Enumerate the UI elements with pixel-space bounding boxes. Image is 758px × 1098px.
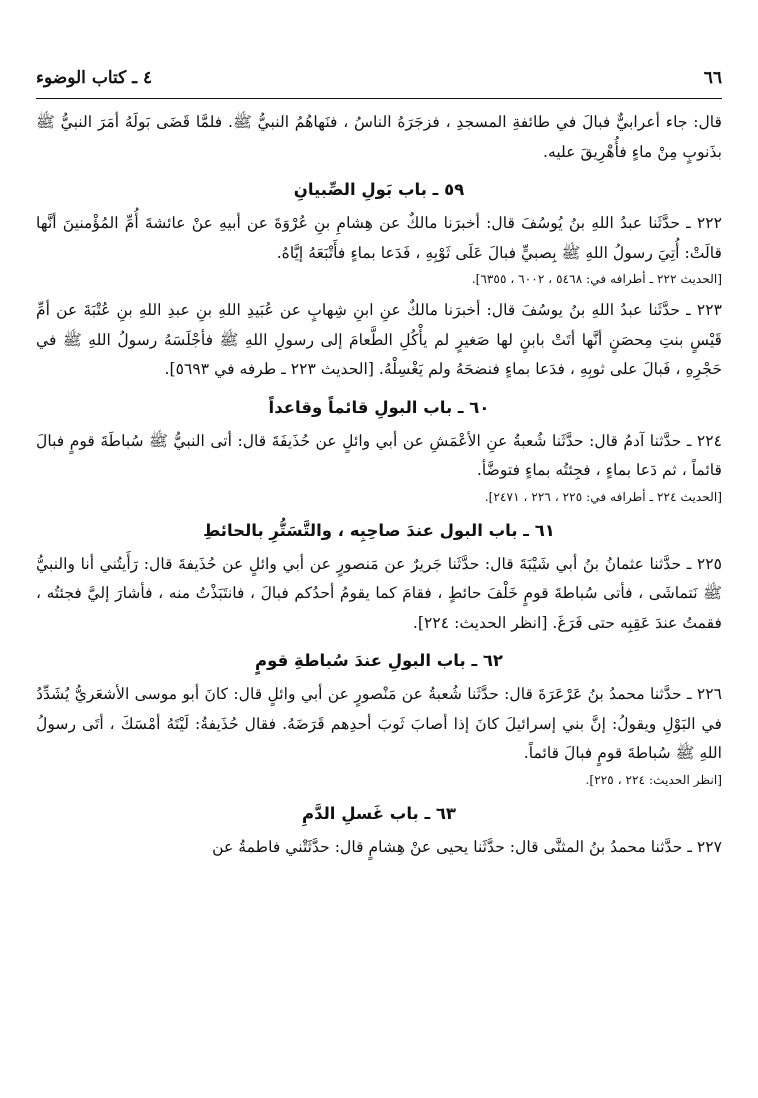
page-number: ٦٦ <box>703 68 722 88</box>
section-heading: ٦١ ـ باب البول عندَ صاحِبِه ، والتَّسَتُّرِ بالحائطِ <box>203 520 555 540</box>
header-divider <box>36 98 722 99</box>
hadith-reference-note: [الحديث ٢٢٢ ـ أطرافه في: ٥٤٦٨ ، ٦٠٠٢ ، ٦٣٥٥]. <box>471 272 722 286</box>
hadith-reference-note: [انظر الحديث: ٢٢٤ ، ٢٢٥]. <box>585 772 722 787</box>
paragraph: قال: جاء أعرابيٌّ فبالَ في طائفةِ المسجدِ ، فزجَرَهُ الناسُ ، فنَهاهُمُ النبيُّ ﷺ. فلمَّا قَضَى بَولَهُ أمَرَ النبيُّ ﷺ بذَنوبٍ مِنْ ماءٍ فأُهْرِيقَ عليه. <box>36 113 722 161</box>
chapter-title: ٤ ـ كتاب الوضوء <box>36 68 153 88</box>
section-heading: ٦٠ ـ باب البولِ قائماً وقاعداً <box>268 397 490 417</box>
section-heading: ٦٢ ـ باب البولِ عندَ سُباطةِ قومٍ <box>255 651 503 670</box>
page-body <box>36 108 722 862</box>
hadith-paragraph: ٢٢٢ ـ حدَّثَنا عبدُ اللهِ بنُ يُوسُفَ قال: أخبرَنا مالكٌ عن هِشامِ بنِ عُرْوَةَ عن أبيهِ عنْ عائشةَ أُمِّ المُؤْمنينَ أنَّها قالَتْ: أُتِيَ رسولُ اللهِ ﷺ بِصبيٍّ فبالَ عَلَى ثَوْبِهِ ، فَدَعا بماءٍ فأَتْبَعَهُ إيَّاهُ. <box>36 214 722 262</box>
hadith-paragraph: ٢٢٥ ـ حدَّثنا عثمانُ بنُ أبي شَيْبَةَ قال: حدَّثَنا جَريرٌ عن مَنصورٍ عن أبي وائلٍ عن حُذَيفةَ قال: رَأَيتُني أنا والنبيُّ ﷺ نَتماشَى ، فأتى سُباطةَ قومٍ خَلْفَ حائطٍ ، فقامَ كما يقومُ أحدُكم فبالَ ، فانتَبَذْتُ منه ، فأشارَ إليَّ فجئتُه ، فقمتُ عندَ عَقِبِه حتى فَرَغَ. [انظر الحديث: ٢٢٤]. <box>36 554 722 632</box>
section-heading: ٥٩ ـ باب بَولِ الصِّبيانِ <box>293 180 465 199</box>
hadith-paragraph: ٢٢٦ ـ حدَّثنا محمدُ بنُ عَرْعَرَةَ قال: حدَّثَنا شُعبةُ عن مَنْصورٍ عن أبي وائلٍ قال: كانَ أبو موسى الأشعَريُّ يُشَدِّدُ في البَوْلِ ويقولُ: إنَّ بني إسرائيلَ كانَ إذا أصابَ ثَوبَ أحدِهم قَرَضَهُ. فقال حُذَيفةُ: لَيْتَهُ أمْسَكَ ، أتَى رسولُ اللهِ ﷺ سُباطةَ قومٍ فبالَ قائماً. <box>36 685 722 762</box>
hadith-paragraph: ٢٢٧ ـ حدَّثنا محمدُ بنُ المثنَّى قال: حدَّثَنا يحيى عنْ هِشامٍ قال: حدَّثَتْني فاطمةُ عن <box>212 837 722 856</box>
hadith-paragraph: ٢٢٣ ـ حدَّثَنا عبدُ اللهِ بنُ يوسُفَ قال: أخبرَنا مالكٌ عنِ ابنِ شِهابٍ عن عُبَيدِ اللهِ بنِ عبدِ اللهِ بنِ عُتْبَةَ عن أمِّ قَيْسٍ بنتِ مِحصَنٍ أنَّها أتَتْ بابنٍ لها صَغيرٍ لم يأْكُلِ الطَّعامَ إلى رسولِ اللهِ ﷺ فأجْلَسَهُ رسولُ اللهِ ﷺ في حَجْرِهِ ، فَبالَ على ثوبِهِ ، فدَعا بماءٍ فنضحَهُ ولم يَغْسِلْهُ. [الحديث ٢٢٣ ـ طرفه في ٥٦٩٣]. <box>36 301 722 378</box>
page-header <box>36 60 722 96</box>
hadith-paragraph: ٢٢٤ ـ حدَّثنا آدمُ قال: حدَّثَنا شُعبةُ عنِ الأعْمَشِ عن أبي وائلٍ عن حُذَيفَةَ قال: أتى النبيُّ ﷺ سُباطَةَ قومٍ فبالَ قائماً ، ثم دَعا بماءٍ ، فجِئتُه بماءٍ فتوضَّأ. <box>36 431 722 479</box>
section-heading: ٦٣ ـ باب غَسلِ الدَّمِ <box>301 803 456 823</box>
hadith-reference-note: [الحديث ٢٢٤ ـ أطرافه في: ٢٢٥ ، ٢٢٦ ، ٢٤٧١]. <box>484 489 722 504</box>
